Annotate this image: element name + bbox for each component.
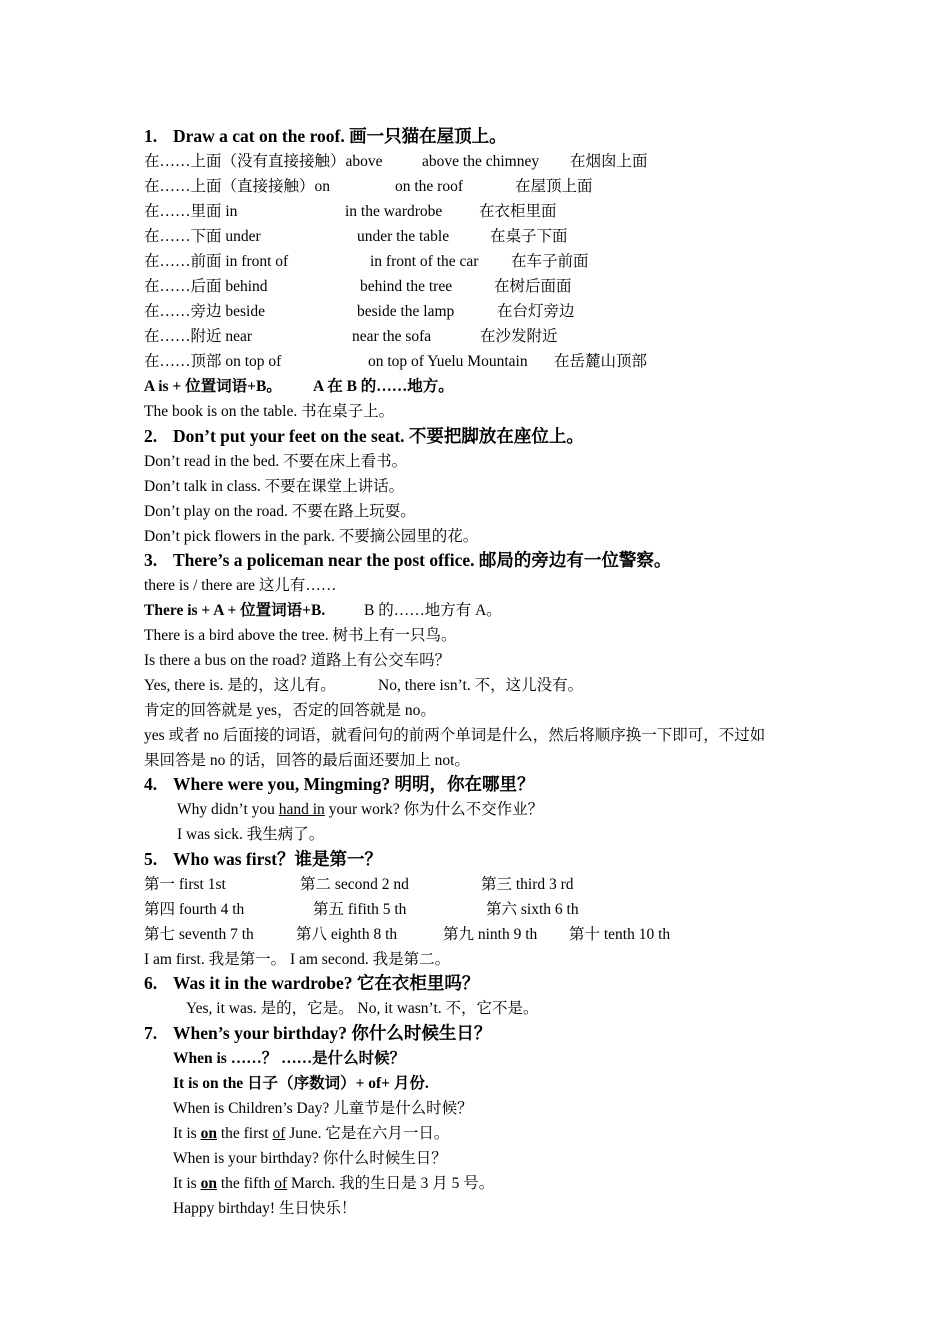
explanation-line: 果回答是 no 的话，回答的最后面还要加上 not。: [144, 752, 470, 769]
position-example: in front of the car: [370, 253, 479, 270]
example-line: When is your birthday? 你什么时候生日？: [173, 1150, 447, 1167]
text-part: your work? 你为什么不交作业？: [324, 801, 544, 818]
highlighted-on: on: [200, 1175, 217, 1192]
position-example: above the chimney: [422, 153, 540, 170]
section-1-heading: [144, 124, 507, 149]
position-translation: 在桌子下面: [490, 228, 568, 245]
position-word: 在……上面（直接接触）on: [144, 178, 331, 195]
ordinal-item: 第八 eighth 8 th: [296, 926, 398, 943]
ordinal-item: 第六 sixth 6 th: [486, 901, 579, 918]
position-translation: 在车子前面: [511, 253, 589, 270]
section-number: 2.: [144, 426, 158, 446]
section-4-heading: [144, 772, 534, 797]
highlighted-of: of: [274, 1175, 288, 1192]
position-example: in the wardrobe: [345, 203, 443, 220]
section-title: Was it in the wardrobe? 它在衣柜里吗？: [173, 973, 480, 993]
position-translation: 在烟囱上面: [570, 153, 648, 170]
example-line: [177, 797, 543, 822]
example-line: The book is on the table. 书在桌子上。: [144, 403, 395, 420]
section-number: 6.: [144, 973, 158, 993]
example-line: Don’t talk in class. 不要在课堂上讲话。: [144, 478, 405, 495]
position-word: 在……上面（没有直接接触）above: [144, 153, 383, 170]
position-word: 在……下面 under: [144, 228, 261, 245]
example-line: Happy birthday! 生日快乐！: [173, 1200, 357, 1217]
ordinal-item: 第九 ninth 9 th: [443, 926, 538, 943]
ordinal-item: 第四 fourth 4 th: [144, 901, 245, 918]
example-line: Is there a bus on the road? 道路上有公交车吗？: [144, 652, 451, 669]
text-part: June. 它是在六月一日。: [285, 1125, 450, 1142]
section-number: 4.: [144, 774, 158, 794]
pattern-chinese: A 在 B 的……地方。: [313, 378, 454, 395]
position-word: 在……前面 in front of: [144, 253, 289, 270]
position-word: 在……后面 behind: [144, 278, 268, 295]
position-word: 在……顶部 on top of: [144, 353, 282, 370]
ordinal-item: 第十 tenth 10 th: [569, 926, 671, 943]
example-line: There is a bird above the tree. 树书上有一只鸟。: [144, 627, 457, 644]
section-2-heading: [144, 424, 584, 449]
section-title: Who was first？谁是第一？: [173, 849, 383, 869]
section-title: There’s a policeman near the post office. 邮局的旁边有一位警察。: [173, 550, 672, 570]
text-part: the fifth: [216, 1175, 275, 1192]
position-word: 在……里面 in: [144, 203, 238, 220]
section-title: Draw a cat on the roof. 画一只猫在屋顶上。: [173, 126, 507, 146]
answer-no: No, there isn’t. 不，这儿没有。: [378, 677, 584, 694]
pattern-chinese: B 的……地方有 A。: [364, 602, 502, 619]
position-word: 在……旁边 beside: [144, 303, 265, 320]
position-translation: 在岳麓山顶部: [554, 353, 648, 370]
position-translation: 在树后面面: [494, 278, 572, 295]
ordinal-item: 第二 second 2 nd: [300, 876, 409, 893]
position-example: near the sofa: [352, 328, 432, 345]
highlighted-of: of: [272, 1125, 286, 1142]
explanation-line: yes 或者 no 后面接的词语，就看问句的前两个单词是什么，然后将顺序换一下即可，不过如: [144, 727, 766, 744]
position-example: on top of Yuelu Mountain: [368, 353, 528, 370]
sentence-pattern: It is on the 日子（序数词）+ of+ 月份.: [173, 1075, 429, 1092]
section-title: Where were you, Mingming? 明明，你在哪里？: [173, 774, 535, 794]
text-part: Why didn’t you: [177, 801, 279, 818]
underlined-phrase: hand in: [278, 801, 325, 818]
position-example: under the table: [357, 228, 450, 245]
section-title: When’s your birthday? 你什么时候生日？: [173, 1023, 492, 1043]
position-example: behind the tree: [360, 278, 453, 295]
ordinal-item: 第三 third 3 rd: [481, 876, 574, 893]
section-number: 1.: [144, 126, 158, 146]
example-line: Don’t play on the road. 不要在路上玩耍。: [144, 503, 416, 520]
example-line: [173, 1121, 449, 1146]
section-number: 5.: [144, 849, 158, 869]
text-part: March. 我的生日是 3 月 5 号。: [287, 1175, 495, 1192]
example-line: I am first. 我是第一。 I am second. 我是第二。: [144, 951, 451, 968]
section-7-heading: [144, 1021, 491, 1046]
section-number: 7.: [144, 1023, 158, 1043]
text-part: It is: [173, 1125, 201, 1142]
highlighted-on: on: [200, 1125, 217, 1142]
text-part: the first: [216, 1125, 273, 1142]
text-part: It is: [173, 1175, 201, 1192]
ordinal-item: 第七 seventh 7 th: [144, 926, 254, 943]
example-line: Yes, it was. 是的，它是。 No, it wasn’t. 不，它不是。: [186, 1000, 539, 1017]
section-6-heading: [144, 971, 479, 996]
position-translation: 在台灯旁边: [497, 303, 575, 320]
position-word: 在……附近 near: [144, 328, 253, 345]
position-translation: 在屋顶上面: [515, 178, 593, 195]
ordinal-item: 第一 first 1st: [144, 876, 226, 893]
position-example: on the roof: [395, 178, 464, 195]
example-line: Don’t pick flowers in the park. 不要摘公园里的花。: [144, 528, 479, 545]
example-line: Don’t read in the bed. 不要在床上看书。: [144, 453, 408, 470]
ordinal-item: 第五 fifith 5 th: [313, 901, 407, 918]
answer-yes: Yes, there is. 是的，这儿有。: [144, 677, 336, 694]
pattern-english: A is + 位置词语+B。: [144, 378, 282, 395]
example-line: I was sick. 我生病了。: [177, 826, 325, 843]
sentence-pattern: When is ……？ ……是什么时候？: [173, 1050, 406, 1067]
section-title: Don’t put your feet on the seat. 不要把脚放在座位上。: [173, 426, 584, 446]
section-number: 3.: [144, 550, 158, 570]
example-line: there is / there are 这儿有……: [144, 577, 337, 594]
section-5-heading: [144, 847, 382, 872]
position-example: beside the lamp: [357, 303, 455, 320]
example-line: 肯定的回答就是 yes，否定的回答就是 no。: [144, 702, 436, 719]
position-translation: 在沙发附近: [480, 328, 558, 345]
position-translation: 在衣柜里面: [479, 203, 557, 220]
pattern-english: There is + A + 位置词语+B.: [144, 602, 326, 619]
example-line: [173, 1171, 494, 1196]
section-3-heading: [144, 548, 671, 573]
example-line: When is Children’s Day? 儿童节是什么时候？: [173, 1100, 473, 1117]
